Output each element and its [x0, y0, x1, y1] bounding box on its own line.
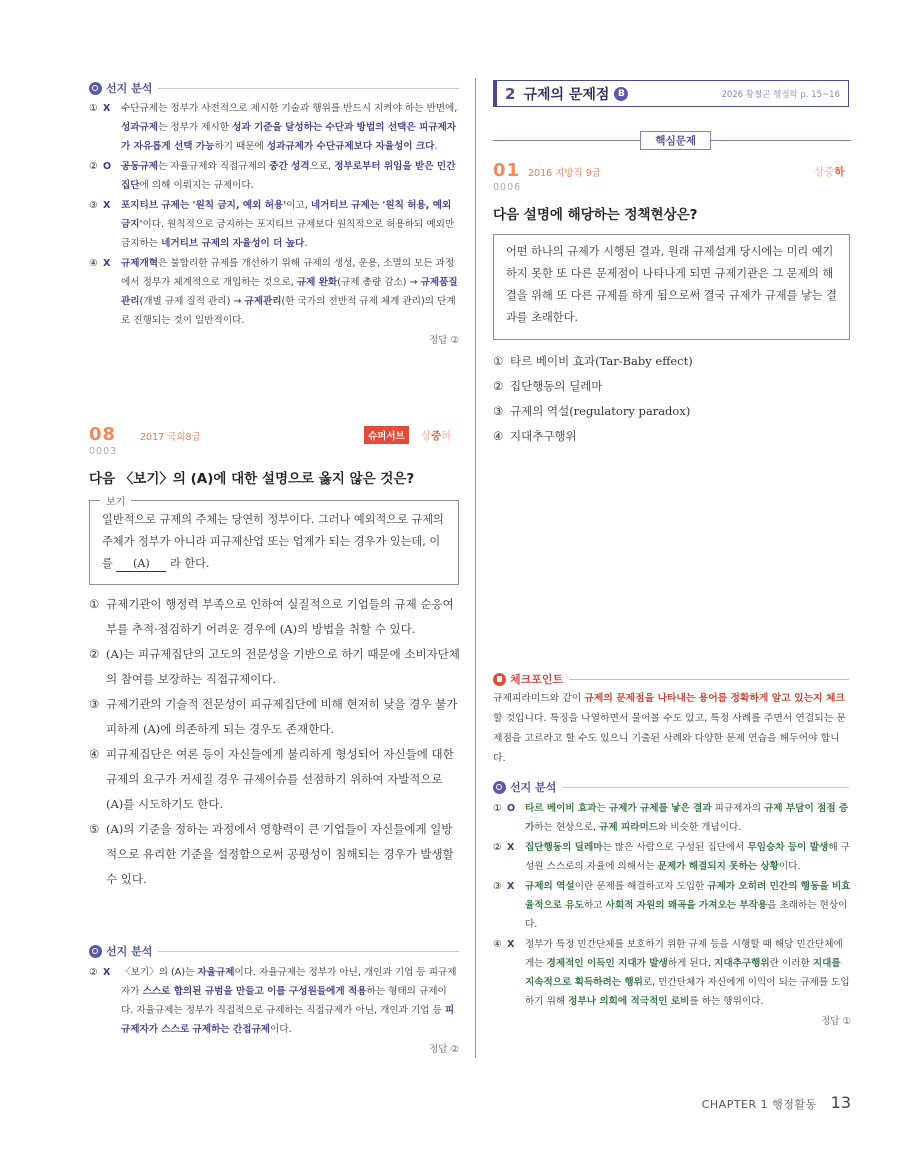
- description-box: 어떤 하나의 규제가 시행된 결과, 원래 규제설계 당시에는 미리 예기하지 못한 또 다른 문제점이 나타나게 되면 규제기관은 그 문제의 해결을 위해 또 다른 규제를 하게 됨으로써 결국 규제가 규제를 낳는 결과를 초래한다.: [493, 234, 850, 340]
- choice-number: ③: [89, 697, 100, 711]
- answer-choice[interactable]: [493, 349, 849, 374]
- example-box-label: 보기: [100, 493, 131, 508]
- blank-a: (A): [116, 557, 166, 572]
- wrong-mark-icon: X: [507, 939, 515, 950]
- analysis-item: ② X 〈보기〉의 (A)는 자율규제이다. 자율규제는 정부가 아닌, 개인과 기업 등 피규제자가 스스로 합의된 규범을 만들고 이를 구성원들에게 적용하는 형태의 규제이다. 자율규제는 정부가 직접적으로 규제하는 직접규제가 아닌, 개인과 기업 등 피규제자가 스스로 규제하는 간접규제이다.: [89, 963, 459, 1039]
- choice-text: 피규제집단은 여론 등이 자신들에게 불리하게 형성되어 자신들에 대한 규제의 요구가 거세질 경우 규제이슈를 선점하기 위하여 자발적으로 (A)를 시도하기도 한다.: [106, 747, 454, 811]
- analysis-item: ① O 타르 베이비 효과는 규제가 규제를 낳은 결과 피규제자의 규제 부담이 점점 증가하는 현상으로, 규제 피라미드와 비슷한 개념이다.: [493, 799, 851, 837]
- answer-choice[interactable]: [89, 817, 461, 892]
- choice-text: 타르 베이비 효과(Tar-Baby effect): [510, 354, 693, 368]
- choice-text: 규제기관이 행정력 부족으로 인하여 실질적으로 기업들의 규제 순응여부를 추적·점검하기 어려운 경우에 (A)의 방법을 취할 수 있다.: [106, 597, 454, 636]
- item-number: ②: [493, 842, 502, 853]
- choice-text: (A)는 피규제집단의 고도의 전문성을 기반으로 하기 때문에 소비자단체의 참여를 보장하는 직접규제이다.: [106, 647, 460, 686]
- column-divider: [475, 78, 476, 1058]
- answer-choice[interactable]: [89, 692, 461, 742]
- analysis-item: ③ X 포지티브 규제는 '원칙 금지, 예외 허용'이고, 네거티브 규제는 '원칙 허용, 예외 금지'이다. 원칙적으로 금지하는 포지티브 규제보다 원칙적으로 허용하되 예외만 금지하는 네거티브 규제의 자율성이 더 높다.: [89, 196, 459, 253]
- choice-number: ④: [493, 429, 504, 443]
- item-number: ④: [89, 258, 98, 269]
- analysis-item: ④ X 정부가 특정 민간단체를 보호하기 위한 규제 등을 시행할 때 해당 민간단체에게는 경제적인 이득인 지대가 발생하게 된다. 지대추구행위란 이러한 지대를 지속적으로 획득하려는 행위로, 민간단체가 자신에게 이익이 되는 규제를 도입하기 위해 정부나 의회에 적극적인 로비를 하는 행위이다.: [493, 935, 851, 1011]
- question-code: 0006: [493, 182, 522, 193]
- section-title: 규제의 문제점: [523, 86, 610, 103]
- question-title: 다음 〈보기〉의 (A)에 대한 설명으로 옳지 않은 것은?: [89, 471, 415, 487]
- question-code: 0003: [89, 446, 118, 457]
- question-source: 2016 지방직 9급: [528, 168, 601, 179]
- analysis-list-3: [493, 799, 851, 1031]
- page-footer: [702, 1093, 851, 1112]
- wrong-mark-icon: X: [507, 842, 515, 853]
- analysis-heading-2: 선지 분석: [89, 943, 459, 959]
- answer-choices-q01: [493, 349, 849, 449]
- analysis-item: ② X 집단행동의 딜레마는 많은 사람으로 구성된 집단에서 무임승차 등이 발생해 구성원 스스로의 자율에 의해서는 문제가 해결되지 못하는 상황이다.: [493, 838, 851, 876]
- choice-text: (A)의 기준을 정하는 과정에서 영향력이 큰 기업들이 자신들에게 일방적으로 유리한 기준을 설정함으로써 공평성이 침해되는 경우가 발생할 수 있다.: [106, 822, 454, 886]
- analysis-item: ② O 공동규제는 자율규제와 직접규제의 중간 성격으로, 정부로부터 위임을 받은 민간집단에 의해 이뤄지는 규제이다.: [89, 157, 459, 195]
- answer-choice[interactable]: [89, 742, 461, 817]
- core-question-divider: 핵심문제: [493, 131, 851, 149]
- answer-choices-q08: [89, 592, 461, 892]
- question-number: 01: [493, 160, 521, 181]
- section-reference: 2026 황철곤 행정학 p. 15~16: [721, 89, 840, 100]
- wrong-mark-icon: X: [103, 967, 111, 978]
- page-number: 13: [830, 1093, 851, 1112]
- analysis-item: ① X 수단규제는 정부가 사전적으로 제시한 기술과 행위를 반드시 지켜야 하는 반면에, 성과규제는 정부가 제시한 성과 기준을 달성하는 수단과 방법의 선택은 피규제자가 자유롭게 선택 가능하기 때문에 성과규제가 수단규제보다 자율성이 크다.: [89, 99, 459, 156]
- magnifier-icon: [493, 781, 506, 794]
- answer-label: 정답 ①: [821, 1016, 851, 1027]
- correct-mark-icon: O: [103, 161, 112, 172]
- item-number: ①: [89, 103, 98, 114]
- choice-number: ②: [89, 647, 100, 661]
- analysis-list-2: [89, 963, 459, 1059]
- analysis-heading-1: 선지 분석: [89, 80, 459, 96]
- question-number: 08: [89, 424, 117, 445]
- choice-number: ①: [89, 597, 100, 611]
- question-title: 다음 설명에 해당하는 정책현상은?: [493, 207, 698, 223]
- choice-number: ③: [493, 404, 504, 418]
- level-badge: B: [614, 87, 628, 101]
- answer-choice[interactable]: [89, 642, 461, 692]
- magnifier-icon: [89, 945, 102, 958]
- answer-label: 정답 ②: [429, 335, 459, 346]
- wrong-mark-icon: X: [507, 881, 515, 892]
- difficulty-level: 상중하: [421, 430, 452, 442]
- analysis-heading-3: 선지 분석: [493, 779, 849, 795]
- magnifier-icon: [89, 82, 102, 95]
- checkpoint-icon: [493, 673, 506, 686]
- example-box-text: 일반적으로 규제의 주체는 당연히 정부이다. 그러나 예외적으로 규제의 주체가 정부가 아니라 피규제산업 또는 업계가 되는 경우가 있는데, 이를 (A) 라 한다.: [102, 513, 444, 570]
- choice-number: ⑤: [89, 822, 100, 836]
- item-number: ①: [493, 803, 502, 814]
- item-number: ③: [493, 881, 502, 892]
- choice-number: ①: [493, 354, 504, 368]
- question-source: 2017 국회8급: [140, 432, 201, 443]
- correct-mark-icon: O: [507, 803, 516, 814]
- answer-choice[interactable]: [89, 592, 461, 642]
- wrong-mark-icon: X: [103, 200, 111, 211]
- wrong-mark-icon: X: [103, 258, 111, 269]
- super-sub-badge: 슈퍼서브: [364, 426, 409, 444]
- item-number: ②: [89, 161, 98, 172]
- example-box: [89, 497, 459, 585]
- analysis-item: ③ X 규제의 역설이란 문제를 해결하고자 도입한 규제가 오히려 민간의 행동을 비효율적으로 유도하고 사회적 자원의 왜곡을 가져오는 부작용을 초래하는 현상이다.: [493, 877, 851, 934]
- answer-label: 정답 ②: [429, 1044, 459, 1055]
- checkpoint-heading: 체크포인트: [493, 671, 849, 687]
- answer-choice[interactable]: [493, 399, 849, 424]
- item-number: ②: [89, 967, 98, 978]
- choice-text: 집단행동의 딜레마: [510, 379, 603, 393]
- analysis-list-1: [89, 99, 459, 350]
- chapter-label: CHAPTER 1 행정활동: [701, 1098, 817, 1111]
- choice-text: 규제기관의 기술적 전문성이 피규제집단에 비해 현저히 낮을 경우 불가피하게 (A)에 의존하게 되는 경우도 존재한다.: [106, 697, 458, 736]
- choice-number: ②: [493, 379, 504, 393]
- choice-text: 지대추구행위: [510, 429, 577, 443]
- section-banner: 2 규제의 문제점 B 2026 황철곤 행정학 p. 15~16: [493, 80, 849, 107]
- choice-number: ④: [89, 747, 100, 761]
- analysis-item: ④ X 규제개혁은 불합리한 규제를 개선하기 위해 규제의 생성, 운용, 소멸의 모든 과정에서 정부가 체계적으로 개입하는 것으로, 규제 완화(규제 총량 감소) → 규제품질관리(개별 규제 질적 관리) → 규제관리(한 국가의 전반적 규제 체계 관리)의 단계로 진행되는 것이 일반적이다.: [89, 254, 459, 330]
- item-number: ③: [89, 200, 98, 211]
- wrong-mark-icon: X: [103, 103, 111, 114]
- answer-choice[interactable]: [493, 374, 849, 399]
- answer-choice[interactable]: [493, 424, 849, 449]
- choice-text: 규제의 역설(regulatory paradox): [510, 404, 691, 418]
- checkpoint-text: 규제피라미드와 같이 규제의 문제점을 나타내는 용어를 정확하게 알고 있는지 체크할 것입니다. 특징을 나열하면서 물어볼 수도 있고, 특정 사례를 주면서 연결되는 문제점을 고르라고 할 수도 있으니 기출된 사례와 다양한 문제 연습을 해두어야 합니다.: [493, 693, 846, 764]
- item-number: ④: [493, 939, 502, 950]
- difficulty-level: 상중하: [814, 166, 845, 178]
